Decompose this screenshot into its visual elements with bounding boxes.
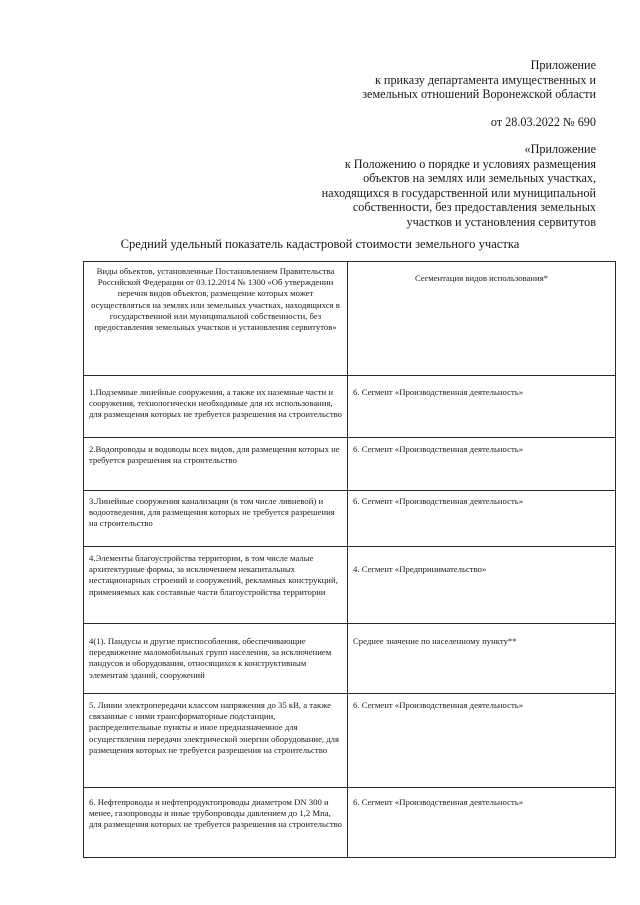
header-cell-segmentation: Сегментация видов использования* bbox=[348, 262, 616, 376]
object-type-cell: 1.Подземные линейные сооружения, а также их наземные части и сооружения, технологически необходимые для их использования, для размещения которых не требуется разрешения на строительство bbox=[84, 376, 348, 438]
segment-cell: 6. Сегмент «Производственная деятельность» bbox=[348, 491, 616, 547]
header-line: земельных отношений Воронежской области bbox=[362, 87, 596, 102]
segment-cell: 6. Сегмент «Производственная деятельность» bbox=[348, 438, 616, 491]
header-line: «Приложение bbox=[524, 142, 596, 156]
table-header-row bbox=[84, 262, 616, 376]
appendix-header bbox=[266, 58, 596, 102]
table-row bbox=[84, 376, 616, 438]
cadastral-value-table bbox=[83, 261, 616, 858]
table-row bbox=[84, 491, 616, 547]
object-type-cell: 5. Линии электропередачи классом напряжения до 35 кВ, а также связанные с ними трансформаторные подстанции, распределительные пункты и иное предназначенное для осуществления передачи электрической энергии оборудование, для размещения которых не требуется разрешения на строительство bbox=[84, 694, 348, 788]
object-type-cell: 2.Водопроводы и водоводы всех видов, для размещения которых не требуется разрешения на строительство bbox=[84, 438, 348, 491]
object-type-cell: 4.Элементы благоустройства территории, в том числе малые архитектурные формы, за исключением некапитальных нестационарных строений и сооружений, рекламных конструкций, применяемых как составные части благоустройства территории bbox=[84, 547, 348, 624]
header-line: к Положению о порядке и условиях размещения bbox=[344, 156, 596, 171]
object-type-cell: 3.Линейные сооружения канализации (в том числе ливневой) и водоотведения, для размещения которых не требуется разрешения на строительство bbox=[84, 491, 348, 547]
table-row bbox=[84, 547, 616, 624]
header-line: Приложение bbox=[530, 58, 596, 72]
header-cell-object-types: Виды объектов, установленные Постановлением Правительства Российской Федерации от 03.12.2014 № 1300 «Об утверждении перечня видов объектов, размещение которых может осуществляться на землях или земельных участках, находящихся в государственной или муниципальной собственности, без предоставления земельных участков и установления сервитутов» bbox=[84, 262, 348, 376]
segment-cell: 6. Сегмент «Производственная деятельность» bbox=[348, 694, 616, 788]
table-row bbox=[84, 694, 616, 788]
order-number: от 28.03.2022 № 690 bbox=[490, 115, 596, 129]
table-row bbox=[84, 788, 616, 858]
header-line: участков и установления сервитутов bbox=[406, 214, 596, 229]
segment-cell: Среднее значение по населенному пункту** bbox=[348, 624, 616, 694]
segment-cell: 4. Сегмент «Предпринимательство» bbox=[348, 547, 616, 624]
document-title: Средний удельный показатель кадастровой стоимости земельного участка bbox=[120, 237, 520, 251]
table-row bbox=[84, 438, 616, 491]
header-line: объектов на землях или земельных участках, bbox=[363, 171, 596, 186]
table-row bbox=[84, 624, 616, 694]
object-type-cell: 6. Нефтепроводы и нефтепродуктопроводы диаметром DN 300 и менее, газопроводы и иные трубопроводы давлением до 1,2 Мпа, для размещения которых не требуется разрешения на строительство bbox=[84, 788, 348, 858]
header-line: собственности, без предоставления земельных bbox=[352, 200, 596, 215]
header-line: находящихся в государственной или муниципальной bbox=[321, 185, 596, 200]
segment-cell: 6. Сегмент «Производственная деятельность» bbox=[348, 788, 616, 858]
header-line: к приказу департамента имущественных и bbox=[374, 72, 596, 87]
regulation-appendix-header bbox=[266, 142, 596, 230]
segment-cell: 6. Сегмент «Производственная деятельность» bbox=[348, 376, 616, 438]
object-type-cell: 4(1). Пандусы и другие приспособления, обеспечивающие передвижение маломобильных групп населения, за исключением пандусов и оборудования, относящихся к конструктивным элементам зданий, сооружений bbox=[84, 624, 348, 694]
